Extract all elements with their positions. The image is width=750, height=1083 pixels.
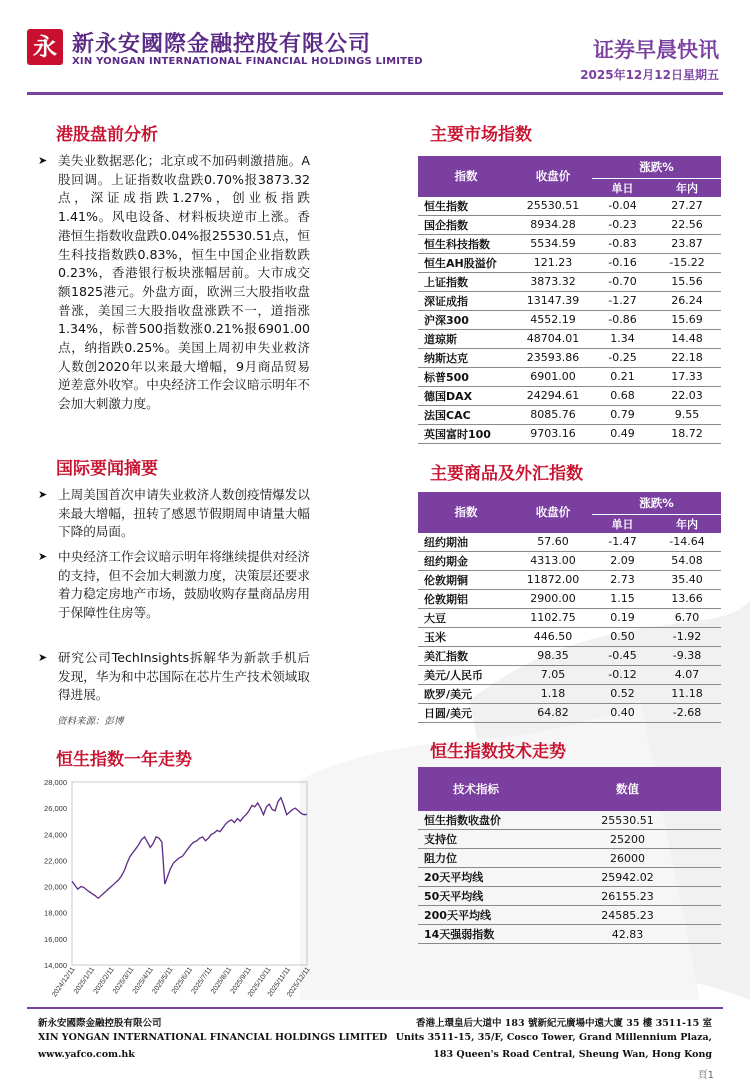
cell-value: 25200 — [534, 830, 721, 849]
y-tick-label: 16,000 — [44, 934, 67, 944]
cell-day: 2.73 — [592, 570, 653, 589]
cell-close: 48704.01 — [514, 329, 592, 348]
col-header-day: 单日 — [592, 178, 653, 197]
cell-name: 纽约期油 — [418, 533, 514, 552]
cell-close: 57.60 — [514, 533, 592, 552]
cell-day: 0.40 — [592, 703, 653, 722]
x-tick-label: 2025/2/11 — [92, 966, 116, 996]
table-row — [418, 887, 721, 906]
footer-address-cn: 香港上環皇后大道中 183 號新紀元廣場中遠大廈 35 樓 3511-15 室 — [416, 1018, 712, 1029]
section-title-technical: 恒生指数技术走势 — [430, 742, 566, 762]
col-header-value: 数值 — [534, 767, 721, 811]
cell-name: 法国CAC — [418, 405, 514, 424]
news-item: ➤ 中央经济工作会议暗示明年将继续提供对经济的支持，但不会加大刺激力度，决策层还要求着力稳定房地产市场，鼓励收购存量商品房用于保障性住房等。 — [38, 549, 310, 621]
table-row — [418, 405, 721, 424]
table-row — [418, 849, 721, 868]
cell-ytd: -1.92 — [653, 627, 721, 646]
table-row — [418, 703, 721, 722]
table-row — [418, 234, 721, 253]
table-row — [418, 684, 721, 703]
cell-name: 玉米 — [418, 627, 514, 646]
cell-ytd: 11.18 — [653, 684, 721, 703]
table-row — [418, 367, 721, 386]
cell-close: 8934.28 — [514, 215, 592, 234]
col-header-change: 涨跌% — [592, 492, 721, 514]
cell-day: -1.47 — [592, 533, 653, 552]
cell-day: 0.52 — [592, 684, 653, 703]
cell-day: -0.25 — [592, 348, 653, 367]
y-tick-label: 26,000 — [44, 804, 67, 814]
table-row — [418, 925, 721, 944]
cell-ytd: 22.18 — [653, 348, 721, 367]
table-row — [418, 329, 721, 348]
hk-preopen-paragraph: ➤ 美失业数据恶化；北京或不加码刺激措施。A股回调。上证指数收盘跌0.70%报3873.32点，深证成指跌1.27%，创业板指跌1.41%。风电设备、材料板块逆市上涨。香港恒生指数收盘跌0.04%报25530.51点，恒生科技指数跌0.83%，恒生中国企业指数跌0.23%，香港银行板块涨幅居前。大市成交额1825港元。外盘方面，欧洲三大股指收盘普涨，美国三大股指收盘涨跌不一，道指涨1.34%，标普500指数涨0.21%报6901.00点，纳指跌0.25%。美国上周初申失业救济人数创2020年以来最大增幅，9月商品贸易逆差意外收窄。中央经济工作会议暗示明年不会加大刺激力度。 — [38, 153, 310, 412]
cell-name: 阻力位 — [418, 849, 534, 868]
footer-company-en: XIN YONGAN INTERNATIONAL FINANCIAL HOLDINGS LIMITED — [38, 1032, 388, 1043]
cell-ytd: -15.22 — [653, 253, 721, 272]
footer-address-en-2: 183 Queen's Road Central, Sheung Wan, Hong Kong — [433, 1049, 712, 1060]
col-header-ytd: 年内 — [653, 514, 721, 533]
cell-ytd: 13.66 — [653, 589, 721, 608]
cell-close: 4313.00 — [514, 551, 592, 570]
x-tick-label: 2025/4/11 — [131, 966, 155, 996]
table-row — [418, 830, 721, 849]
cell-name: 德国DAX — [418, 386, 514, 405]
bullet-arrow-icon: ➤ — [38, 651, 48, 664]
company-logo: 永 — [27, 29, 63, 65]
cell-close: 3873.32 — [514, 272, 592, 291]
cell-name: 道琼斯 — [418, 329, 514, 348]
cell-name: 伦敦期铝 — [418, 589, 514, 608]
col-header-indicator: 技术指标 — [418, 767, 534, 811]
cell-ytd: 6.70 — [653, 608, 721, 627]
table-row — [418, 868, 721, 887]
cell-name: 14天强弱指数 — [418, 925, 534, 944]
hsi-series-line — [72, 798, 307, 899]
cell-ytd: 15.69 — [653, 310, 721, 329]
footer-website: www.yafco.com.hk — [38, 1049, 135, 1060]
section-title-hsi-chart: 恒生指数一年走势 — [56, 750, 192, 770]
cell-close: 446.50 — [514, 627, 592, 646]
cell-ytd: -2.68 — [653, 703, 721, 722]
cell-name: 美元/人民币 — [418, 665, 514, 684]
cell-value: 26155.23 — [534, 887, 721, 906]
source-note: 资料来源：彭博 — [57, 716, 124, 727]
bullet-arrow-icon: ➤ — [38, 550, 48, 563]
footer-address-en-1: Units 3511-15, 35/F, Cosco Tower, Grand Millennium Plaza, — [395, 1032, 712, 1043]
cell-name: 纳斯达克 — [418, 348, 514, 367]
table-row — [418, 310, 721, 329]
company-name-en: XIN YONGAN INTERNATIONAL FINANCIAL HOLDINGS LIMITED — [72, 56, 423, 67]
table-row — [418, 589, 721, 608]
cell-close: 1102.75 — [514, 608, 592, 627]
cell-name: 深证成指 — [418, 291, 514, 310]
page-number: 頁1 — [697, 1070, 714, 1081]
cell-close: 25530.51 — [514, 197, 592, 216]
cell-day: 0.49 — [592, 424, 653, 443]
table-row — [418, 348, 721, 367]
cell-close: 11872.00 — [514, 570, 592, 589]
cell-day: 0.50 — [592, 627, 653, 646]
cell-value: 25530.51 — [534, 811, 721, 830]
news-item: ➤ 研究公司TechInsights拆解华为新款手机后发现，华为和中芯国际在芯片生产技术领域取得进展。 — [38, 650, 310, 703]
cell-ytd: 23.87 — [653, 234, 721, 253]
y-tick-label: 14,000 — [44, 961, 67, 970]
section-title-intl-news: 国际要闻摘要 — [56, 459, 158, 479]
cell-close: 7.05 — [514, 665, 592, 684]
col-header-index: 指数 — [418, 492, 514, 533]
cell-day: -0.23 — [592, 215, 653, 234]
bullet-arrow-icon: ➤ — [38, 488, 48, 501]
cell-ytd: 22.56 — [653, 215, 721, 234]
x-tick-label: 2025/10/11 — [246, 966, 273, 999]
company-name-cn: 新永安國際金融控股有限公司 — [72, 32, 372, 57]
y-tick-label: 20,000 — [44, 882, 67, 892]
cell-day: 1.34 — [592, 329, 653, 348]
cell-name: 20天平均线 — [418, 868, 534, 887]
cell-close: 4552.19 — [514, 310, 592, 329]
col-header-close: 收盘价 — [514, 492, 592, 533]
cell-ytd: 4.07 — [653, 665, 721, 684]
x-tick-label: 2025/5/11 — [151, 966, 175, 996]
cell-name: 恒生指数 — [418, 197, 514, 216]
cell-ytd: 9.55 — [653, 405, 721, 424]
cell-day: 0.79 — [592, 405, 653, 424]
cell-value: 26000 — [534, 849, 721, 868]
x-tick-label: 2025/7/11 — [190, 966, 214, 996]
cell-ytd: 15.56 — [653, 272, 721, 291]
table-row — [418, 386, 721, 405]
cell-day: 0.21 — [592, 367, 653, 386]
cell-close: 98.35 — [514, 646, 592, 665]
cell-name: 恒生AH股溢价 — [418, 253, 514, 272]
bullet-arrow-icon: ➤ — [38, 154, 48, 167]
section-title-commodities: 主要商品及外汇指数 — [430, 464, 583, 484]
cell-close: 2900.00 — [514, 589, 592, 608]
cell-close: 8085.76 — [514, 405, 592, 424]
section-title-market-indices: 主要市场指数 — [430, 125, 532, 145]
y-tick-label: 22,000 — [44, 856, 67, 866]
footer-company-cn: 新永安國際金融控股有限公司 — [38, 1018, 162, 1029]
cell-day: 1.15 — [592, 589, 653, 608]
table-row — [418, 646, 721, 665]
col-header-index: 指数 — [418, 156, 514, 197]
y-tick-label: 18,000 — [44, 908, 67, 918]
cell-close: 5534.59 — [514, 234, 592, 253]
news-item: ➤ 上周美国首次申请失业救济人数创疫情爆发以来最大增幅，扭转了感恩节假期周申请量大幅下降的局面。 — [38, 487, 310, 540]
cell-day: -0.12 — [592, 665, 653, 684]
col-header-day: 单日 — [592, 514, 653, 533]
cell-close: 24294.61 — [514, 386, 592, 405]
cell-close: 121.23 — [514, 253, 592, 272]
table-row — [418, 424, 721, 443]
cell-name: 200天平均线 — [418, 906, 534, 925]
cell-ytd: 54.08 — [653, 551, 721, 570]
cell-close: 1.18 — [514, 684, 592, 703]
table-row — [418, 665, 721, 684]
table-row — [418, 551, 721, 570]
y-tick-label: 24,000 — [44, 830, 67, 840]
x-tick-label: 2025/11/11 — [266, 966, 293, 998]
cell-ytd: 17.33 — [653, 367, 721, 386]
cell-day: -0.86 — [592, 310, 653, 329]
cell-close: 6901.00 — [514, 367, 592, 386]
x-tick-label: 2025/1/11 — [72, 966, 97, 996]
table-row — [418, 291, 721, 310]
hsi-line-chart — [30, 772, 315, 1002]
header-divider — [27, 92, 723, 95]
cell-value: 42.83 — [534, 925, 721, 944]
cell-name: 50天平均线 — [418, 887, 534, 906]
cell-name: 日圆/美元 — [418, 703, 514, 722]
cell-name: 美汇指数 — [418, 646, 514, 665]
cell-name: 恒生指数收盘价 — [418, 811, 534, 830]
cell-day: 2.09 — [592, 551, 653, 570]
cell-name: 沪深300 — [418, 310, 514, 329]
cell-day: -1.27 — [592, 291, 653, 310]
table-row — [418, 811, 721, 830]
col-header-ytd: 年内 — [653, 178, 721, 197]
table-row — [418, 253, 721, 272]
cell-ytd: 27.27 — [653, 197, 721, 216]
x-tick-label: 2025/9/11 — [229, 966, 253, 996]
y-tick-label: 28,000 — [44, 778, 67, 787]
cell-value: 25942.02 — [534, 868, 721, 887]
col-header-close: 收盘价 — [514, 156, 592, 197]
cell-name: 上证指数 — [418, 272, 514, 291]
table-row — [418, 906, 721, 925]
cell-ytd: -9.38 — [653, 646, 721, 665]
cell-ytd: -14.64 — [653, 533, 721, 552]
section-title-hk-preopen: 港股盘前分析 — [56, 125, 158, 145]
cell-day: -0.04 — [592, 197, 653, 216]
cell-close: 13147.39 — [514, 291, 592, 310]
cell-name: 大豆 — [418, 608, 514, 627]
cell-day: -0.70 — [592, 272, 653, 291]
cell-day: -0.45 — [592, 646, 653, 665]
cell-close: 9703.16 — [514, 424, 592, 443]
footer-divider — [27, 1007, 723, 1009]
cell-ytd: 14.48 — [653, 329, 721, 348]
x-tick-label: 2025/12/11 — [286, 966, 312, 999]
cell-name: 伦敦期铜 — [418, 570, 514, 589]
x-tick-label: 2025/6/11 — [170, 966, 195, 996]
cell-name: 国企指数 — [418, 215, 514, 234]
cell-ytd: 35.40 — [653, 570, 721, 589]
technical-table — [418, 767, 721, 944]
cell-name: 支持位 — [418, 830, 534, 849]
x-tick-label: 2025/3/11 — [112, 966, 136, 996]
table-row — [418, 272, 721, 291]
table-row — [418, 533, 721, 552]
report-date: 2025年12月12日星期五 — [580, 68, 719, 82]
table-row — [418, 627, 721, 646]
cell-day: 0.68 — [592, 386, 653, 405]
table-row — [418, 570, 721, 589]
market-indices-table — [418, 156, 721, 444]
commodities-table — [418, 492, 721, 723]
cell-name: 纽约期金 — [418, 551, 514, 570]
cell-day: -0.16 — [592, 253, 653, 272]
table-row — [418, 608, 721, 627]
cell-value: 24585.23 — [534, 906, 721, 925]
cell-day: -0.83 — [592, 234, 653, 253]
cell-name: 恒生科技指数 — [418, 234, 514, 253]
cell-name: 英国富时100 — [418, 424, 514, 443]
x-tick-label: 2025/8/11 — [210, 966, 234, 996]
cell-close: 23593.86 — [514, 348, 592, 367]
table-row — [418, 197, 721, 216]
cell-ytd: 26.24 — [653, 291, 721, 310]
col-header-change: 涨跌% — [592, 156, 721, 178]
table-row — [418, 215, 721, 234]
cell-ytd: 22.03 — [653, 386, 721, 405]
x-tick-label: 2024/12/11 — [51, 966, 77, 999]
cell-day: 0.19 — [592, 608, 653, 627]
cell-name: 标普500 — [418, 367, 514, 386]
cell-name: 欧罗/美元 — [418, 684, 514, 703]
cell-close: 64.82 — [514, 703, 592, 722]
cell-ytd: 18.72 — [653, 424, 721, 443]
report-title: 证券早晨快讯 — [593, 38, 719, 62]
